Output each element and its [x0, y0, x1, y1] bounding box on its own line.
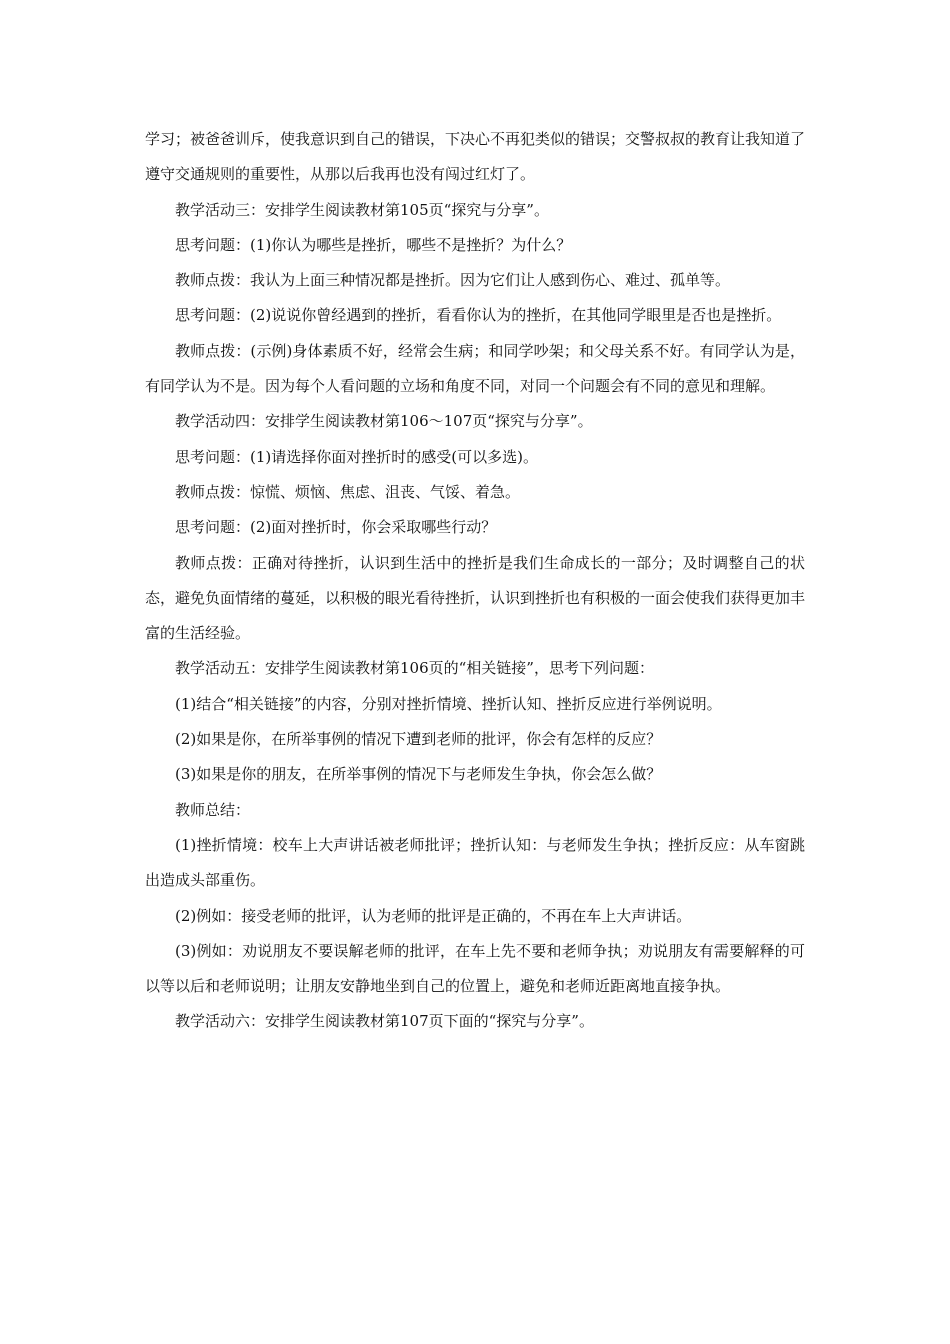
paragraph-teacher-guidance: 教师点拨：(示例)身体素质不好，经常会生病；和同学吵架；和父母关系不好。有同学认为是，有同学认为不是。因为每个人看问题的立场和角度不同，对同一个问题会有不同的意见和理解。: [145, 341, 805, 396]
paragraph-item: (3)例如：劝说朋友不要误解老师的批评，在车上先不要和老师争执；劝说朋友有需要解释的可以等以后和老师说明；让朋友安静地坐到自己的位置上，避免和老师近距离地直接争执。: [145, 941, 805, 996]
paragraph-item: (1)结合“相关链接”的内容，分别对挫折情境、挫折认知、挫折反应进行举例说明。: [175, 694, 722, 713]
paragraph-item: (1)挫折情境：校车上大声讲话被老师批评；挫折认知：与老师发生争执；挫折反应：从车窗跳出造成头部重伤。: [145, 835, 805, 890]
document-body: [145, 122, 805, 1040]
paragraph-continued: 学习；被爸爸训斥，使我意识到自己的错误，下决心不再犯类似的错误；交警叔叔的教育让我知道了遵守交通规则的重要性，从那以后我再也没有闯过红灯了。: [145, 130, 806, 184]
paragraph-teacher-summary: 教师总结：: [175, 800, 251, 819]
paragraph-activity-six: 教学活动六：安排学生阅读教材第107页下面的“探究与分享”。: [175, 1012, 594, 1031]
paragraph-activity-three: 教学活动三：安排学生阅读教材第105页“探究与分享”。: [175, 200, 549, 219]
paragraph-teacher-guidance: 教师点拨：惊慌、烦恼、焦虑、沮丧、气馁、着急。: [175, 482, 521, 501]
paragraph-item: (2)如果是你，在所举事例的情况下遭到老师的批评，你会有怎样的反应？: [175, 730, 662, 749]
paragraph-item: (2)例如：接受老师的批评，认为老师的批评是正确的，不再在车上大声讲话。: [175, 906, 692, 925]
paragraph-activity-four: 教学活动四：安排学生阅读教材第106～107页“探究与分享”。: [175, 412, 593, 431]
paragraph-item: (3)如果是你的朋友，在所举事例的情况下与老师发生争执，你会怎么做？: [175, 765, 662, 784]
paragraph-question: 思考问题：(2)面对挫折时，你会采取哪些行动？: [175, 518, 497, 537]
paragraph-question: 思考问题：(2)说说你曾经遇到的挫折，看看你认为的挫折，在其他同学眼里是否也是挫折。: [175, 306, 782, 325]
paragraph-question: 思考问题：(1)请选择你面对挫折时的感受(可以多选)。: [175, 447, 538, 466]
paragraph-activity-five: 教学活动五：安排学生阅读教材第106页的“相关链接”，思考下列问题：: [175, 659, 654, 678]
paragraph-question: 思考问题：(1)你认为哪些是挫折，哪些不是挫折？为什么？: [175, 235, 572, 254]
paragraph-teacher-guidance: 教师点拨：我认为上面三种情况都是挫折。因为它们让人感到伤心、难过、孤单等。: [175, 271, 731, 290]
paragraph-teacher-guidance: 教师点拨：正确对待挫折，认识到生活中的挫折是我们生命成长的一部分；及时调整自己的状态，避免负面情绪的蔓延，以积极的眼光看待挫折，认识到挫折也有积极的一面会使我们获得更加丰富的生活经验。: [145, 553, 806, 643]
